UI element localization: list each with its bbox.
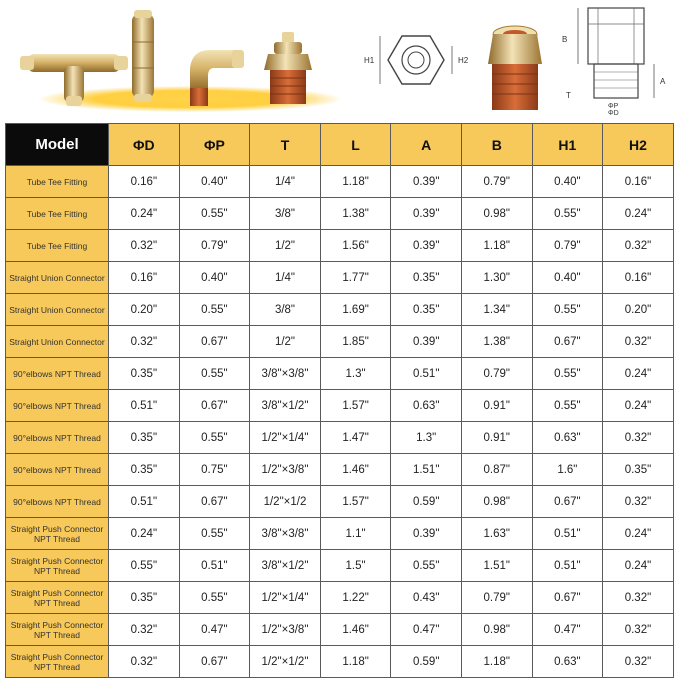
cell-p: 0.55" xyxy=(179,294,250,326)
cell-h2: 0.32" xyxy=(603,614,674,646)
cell-h1: 1.6" xyxy=(532,454,603,486)
cell-a: 0.39" xyxy=(391,326,462,358)
cell-a: 0.39" xyxy=(391,518,462,550)
cell-b: 1.18" xyxy=(461,646,532,678)
cell-a: 0.39" xyxy=(391,198,462,230)
cell-b: 0.91" xyxy=(461,390,532,422)
cell-l: 1.57" xyxy=(320,390,391,422)
table-row xyxy=(6,326,674,358)
table-row xyxy=(6,550,674,582)
cell-a: 0.43" xyxy=(391,582,462,614)
model-name-cell: 90°elbows NPT Thread xyxy=(6,486,109,518)
cell-h2: 0.32" xyxy=(603,422,674,454)
union-fitting xyxy=(132,10,154,102)
column-header-h2: H2 xyxy=(603,124,674,166)
cell-p: 0.55" xyxy=(179,582,250,614)
cell-l: 1.46" xyxy=(320,454,391,486)
cell-d: 0.51" xyxy=(109,390,180,422)
model-name-cell: Straight Union Connector xyxy=(6,262,109,294)
cell-h1: 0.55" xyxy=(532,390,603,422)
cell-h2: 0.32" xyxy=(603,582,674,614)
cell-h2: 0.32" xyxy=(603,646,674,678)
cell-h2: 0.24" xyxy=(603,518,674,550)
cell-h1: 0.67" xyxy=(532,486,603,518)
cell-p: 0.47" xyxy=(179,614,250,646)
table-row xyxy=(6,358,674,390)
cell-b: 0.98" xyxy=(461,614,532,646)
cell-b: 0.79" xyxy=(461,166,532,198)
cell-p: 0.51" xyxy=(179,550,250,582)
cell-t: 1/2"×1/4" xyxy=(250,422,321,454)
cell-a: 1.51" xyxy=(391,454,462,486)
cell-d: 0.35" xyxy=(109,454,180,486)
model-name-cell: Straight Push Connector NPT Thread xyxy=(6,582,109,614)
cell-p: 0.55" xyxy=(179,422,250,454)
cell-a: 0.55" xyxy=(391,550,462,582)
spec-table xyxy=(5,123,674,678)
cell-a: 0.59" xyxy=(391,646,462,678)
table-row xyxy=(6,646,674,678)
product-photo xyxy=(470,12,560,112)
cell-l: 1.47" xyxy=(320,422,391,454)
cell-b: 0.87" xyxy=(461,454,532,486)
model-name-cell: Straight Union Connector xyxy=(6,326,109,358)
cell-t: 1/2"×1/4" xyxy=(250,582,321,614)
model-name-cell: 90°elbows NPT Thread xyxy=(6,358,109,390)
cell-h1: 0.55" xyxy=(532,358,603,390)
cell-d: 0.16" xyxy=(109,166,180,198)
h1-dimension-label: H1 xyxy=(364,56,375,65)
cell-h1: 0.79" xyxy=(532,230,603,262)
cell-t: 3/8"×1/2" xyxy=(250,550,321,582)
cell-t: 1/2"×1/2" xyxy=(250,646,321,678)
cell-a: 0.51" xyxy=(391,358,462,390)
spec-table-body xyxy=(6,166,674,678)
cell-a: 0.63" xyxy=(391,390,462,422)
table-row xyxy=(6,166,674,198)
cell-b: 1.38" xyxy=(461,326,532,358)
cell-h2: 0.24" xyxy=(603,198,674,230)
fittings-photo xyxy=(10,6,330,114)
cell-t: 3/8" xyxy=(250,294,321,326)
cell-d: 0.35" xyxy=(109,582,180,614)
cell-b: 0.79" xyxy=(461,582,532,614)
cell-l: 1.46" xyxy=(320,614,391,646)
cell-l: 1.57" xyxy=(320,486,391,518)
table-row xyxy=(6,390,674,422)
cell-p: 0.40" xyxy=(179,166,250,198)
cell-h2: 0.16" xyxy=(603,166,674,198)
cell-l: 1.69" xyxy=(320,294,391,326)
column-header-a: A xyxy=(391,124,462,166)
cell-p: 0.55" xyxy=(179,518,250,550)
table-row xyxy=(6,294,674,326)
cell-p: 0.55" xyxy=(179,358,250,390)
cell-h1: 0.55" xyxy=(532,294,603,326)
cell-l: 1.5" xyxy=(320,550,391,582)
model-name-cell: Straight Push Connector NPT Thread xyxy=(6,646,109,678)
cell-b: 0.98" xyxy=(461,198,532,230)
cell-h1: 0.40" xyxy=(532,262,603,294)
cell-d: 0.16" xyxy=(109,262,180,294)
column-header-model: Model xyxy=(6,124,109,166)
cell-p: 0.67" xyxy=(179,486,250,518)
front-view-diagram xyxy=(358,12,478,112)
table-row xyxy=(6,486,674,518)
model-name-cell: 90°elbows NPT Thread xyxy=(6,390,109,422)
cell-h2: 0.32" xyxy=(603,486,674,518)
cell-t: 1/2"×3/8" xyxy=(250,614,321,646)
cell-p: 0.67" xyxy=(179,646,250,678)
cell-p: 0.79" xyxy=(179,230,250,262)
column-header-l: L xyxy=(320,124,391,166)
phi-p-dimension-label: ΦP xyxy=(608,103,619,110)
model-name-cell: Straight Push Connector NPT Thread xyxy=(6,550,109,582)
cell-h2: 0.24" xyxy=(603,550,674,582)
cell-l: 1.22" xyxy=(320,582,391,614)
cell-d: 0.24" xyxy=(109,518,180,550)
cell-d: 0.35" xyxy=(109,422,180,454)
cell-l: 1.18" xyxy=(320,646,391,678)
cell-d: 0.20" xyxy=(109,294,180,326)
cell-p: 0.40" xyxy=(179,262,250,294)
cell-h1: 0.51" xyxy=(532,518,603,550)
cell-a: 0.35" xyxy=(391,262,462,294)
cell-h1: 0.63" xyxy=(532,646,603,678)
cell-b: 1.51" xyxy=(461,550,532,582)
model-name-cell: 90°elbows NPT Thread xyxy=(6,454,109,486)
table-row xyxy=(6,230,674,262)
table-row xyxy=(6,454,674,486)
table-row xyxy=(6,582,674,614)
cell-t: 3/8"×3/8" xyxy=(250,518,321,550)
cell-t: 1/2"×3/8" xyxy=(250,454,321,486)
cell-h1: 0.47" xyxy=(532,614,603,646)
column-header-h1: H1 xyxy=(532,124,603,166)
cell-a: 0.35" xyxy=(391,294,462,326)
model-name-cell: Tube Tee Fitting xyxy=(6,230,109,262)
cell-h2: 0.32" xyxy=(603,326,674,358)
cell-h1: 0.55" xyxy=(532,198,603,230)
cell-l: 1.3" xyxy=(320,358,391,390)
cell-d: 0.51" xyxy=(109,486,180,518)
cell-p: 0.75" xyxy=(179,454,250,486)
elbow-fitting xyxy=(190,50,244,106)
model-name-cell: 90°elbows NPT Thread xyxy=(6,422,109,454)
a-dimension-label: A xyxy=(660,77,666,86)
cell-d: 0.32" xyxy=(109,614,180,646)
b-dimension-label: B xyxy=(562,35,568,44)
product-illustrations xyxy=(0,0,679,118)
cell-h2: 0.35" xyxy=(603,454,674,486)
cell-d: 0.35" xyxy=(109,358,180,390)
table-row xyxy=(6,262,674,294)
cell-d: 0.24" xyxy=(109,198,180,230)
cell-l: 1.18" xyxy=(320,166,391,198)
model-name-cell: Straight Push Connector NPT Thread xyxy=(6,614,109,646)
cell-h1: 0.51" xyxy=(532,550,603,582)
cell-t: 3/8" xyxy=(250,198,321,230)
cell-d: 0.55" xyxy=(109,550,180,582)
cell-h2: 0.20" xyxy=(603,294,674,326)
phi-d-dimension-label: ΦD xyxy=(608,110,619,116)
cell-h2: 0.24" xyxy=(603,390,674,422)
t-dimension-label: T xyxy=(566,91,571,100)
cell-h1: 0.63" xyxy=(532,422,603,454)
cell-h2: 0.24" xyxy=(603,358,674,390)
cell-p: 0.55" xyxy=(179,198,250,230)
cell-a: 0.39" xyxy=(391,166,462,198)
cell-b: 1.34" xyxy=(461,294,532,326)
model-name-cell: Tube Tee Fitting xyxy=(6,198,109,230)
table-row xyxy=(6,614,674,646)
cell-t: 1/2" xyxy=(250,230,321,262)
cell-d: 0.32" xyxy=(109,326,180,358)
cell-l: 1.38" xyxy=(320,198,391,230)
cell-t: 1/4" xyxy=(250,166,321,198)
cell-b: 0.98" xyxy=(461,486,532,518)
cell-p: 0.67" xyxy=(179,390,250,422)
cell-b: 0.91" xyxy=(461,422,532,454)
cell-t: 1/2"×1/2 xyxy=(250,486,321,518)
cell-b: 1.30" xyxy=(461,262,532,294)
table-row xyxy=(6,518,674,550)
table-row xyxy=(6,422,674,454)
cell-h2: 0.32" xyxy=(603,230,674,262)
header-row xyxy=(6,124,674,166)
cell-a: 0.59" xyxy=(391,486,462,518)
cell-b: 1.18" xyxy=(461,230,532,262)
h2-dimension-label: H2 xyxy=(458,56,469,65)
cell-t: 3/8"×3/8" xyxy=(250,358,321,390)
cell-a: 1.3" xyxy=(391,422,462,454)
model-name-cell: Straight Push Connector NPT Thread xyxy=(6,518,109,550)
straight-connector xyxy=(264,32,312,104)
cell-d: 0.32" xyxy=(109,230,180,262)
side-view-diagram xyxy=(556,2,676,116)
column-header-b: B xyxy=(461,124,532,166)
cell-h2: 0.16" xyxy=(603,262,674,294)
cell-h1: 0.67" xyxy=(532,582,603,614)
cell-l: 1.77" xyxy=(320,262,391,294)
model-name-cell: Straight Union Connector xyxy=(6,294,109,326)
cell-h1: 0.67" xyxy=(532,326,603,358)
cell-d: 0.32" xyxy=(109,646,180,678)
cell-l: 1.85" xyxy=(320,326,391,358)
cell-a: 0.39" xyxy=(391,230,462,262)
cell-b: 0.79" xyxy=(461,358,532,390)
tee-fitting xyxy=(20,54,128,106)
cell-b: 1.63" xyxy=(461,518,532,550)
cell-a: 0.47" xyxy=(391,614,462,646)
table-row xyxy=(6,198,674,230)
column-header-phi-d: ΦD xyxy=(109,124,180,166)
cell-t: 3/8"×1/2" xyxy=(250,390,321,422)
model-name-cell: Tube Tee Fitting xyxy=(6,166,109,198)
column-header-t: T xyxy=(250,124,321,166)
cell-l: 1.1" xyxy=(320,518,391,550)
cell-p: 0.67" xyxy=(179,326,250,358)
column-header-phi-p: ΦP xyxy=(179,124,250,166)
cell-h1: 0.40" xyxy=(532,166,603,198)
cell-t: 1/4" xyxy=(250,262,321,294)
cell-l: 1.56" xyxy=(320,230,391,262)
cell-t: 1/2" xyxy=(250,326,321,358)
